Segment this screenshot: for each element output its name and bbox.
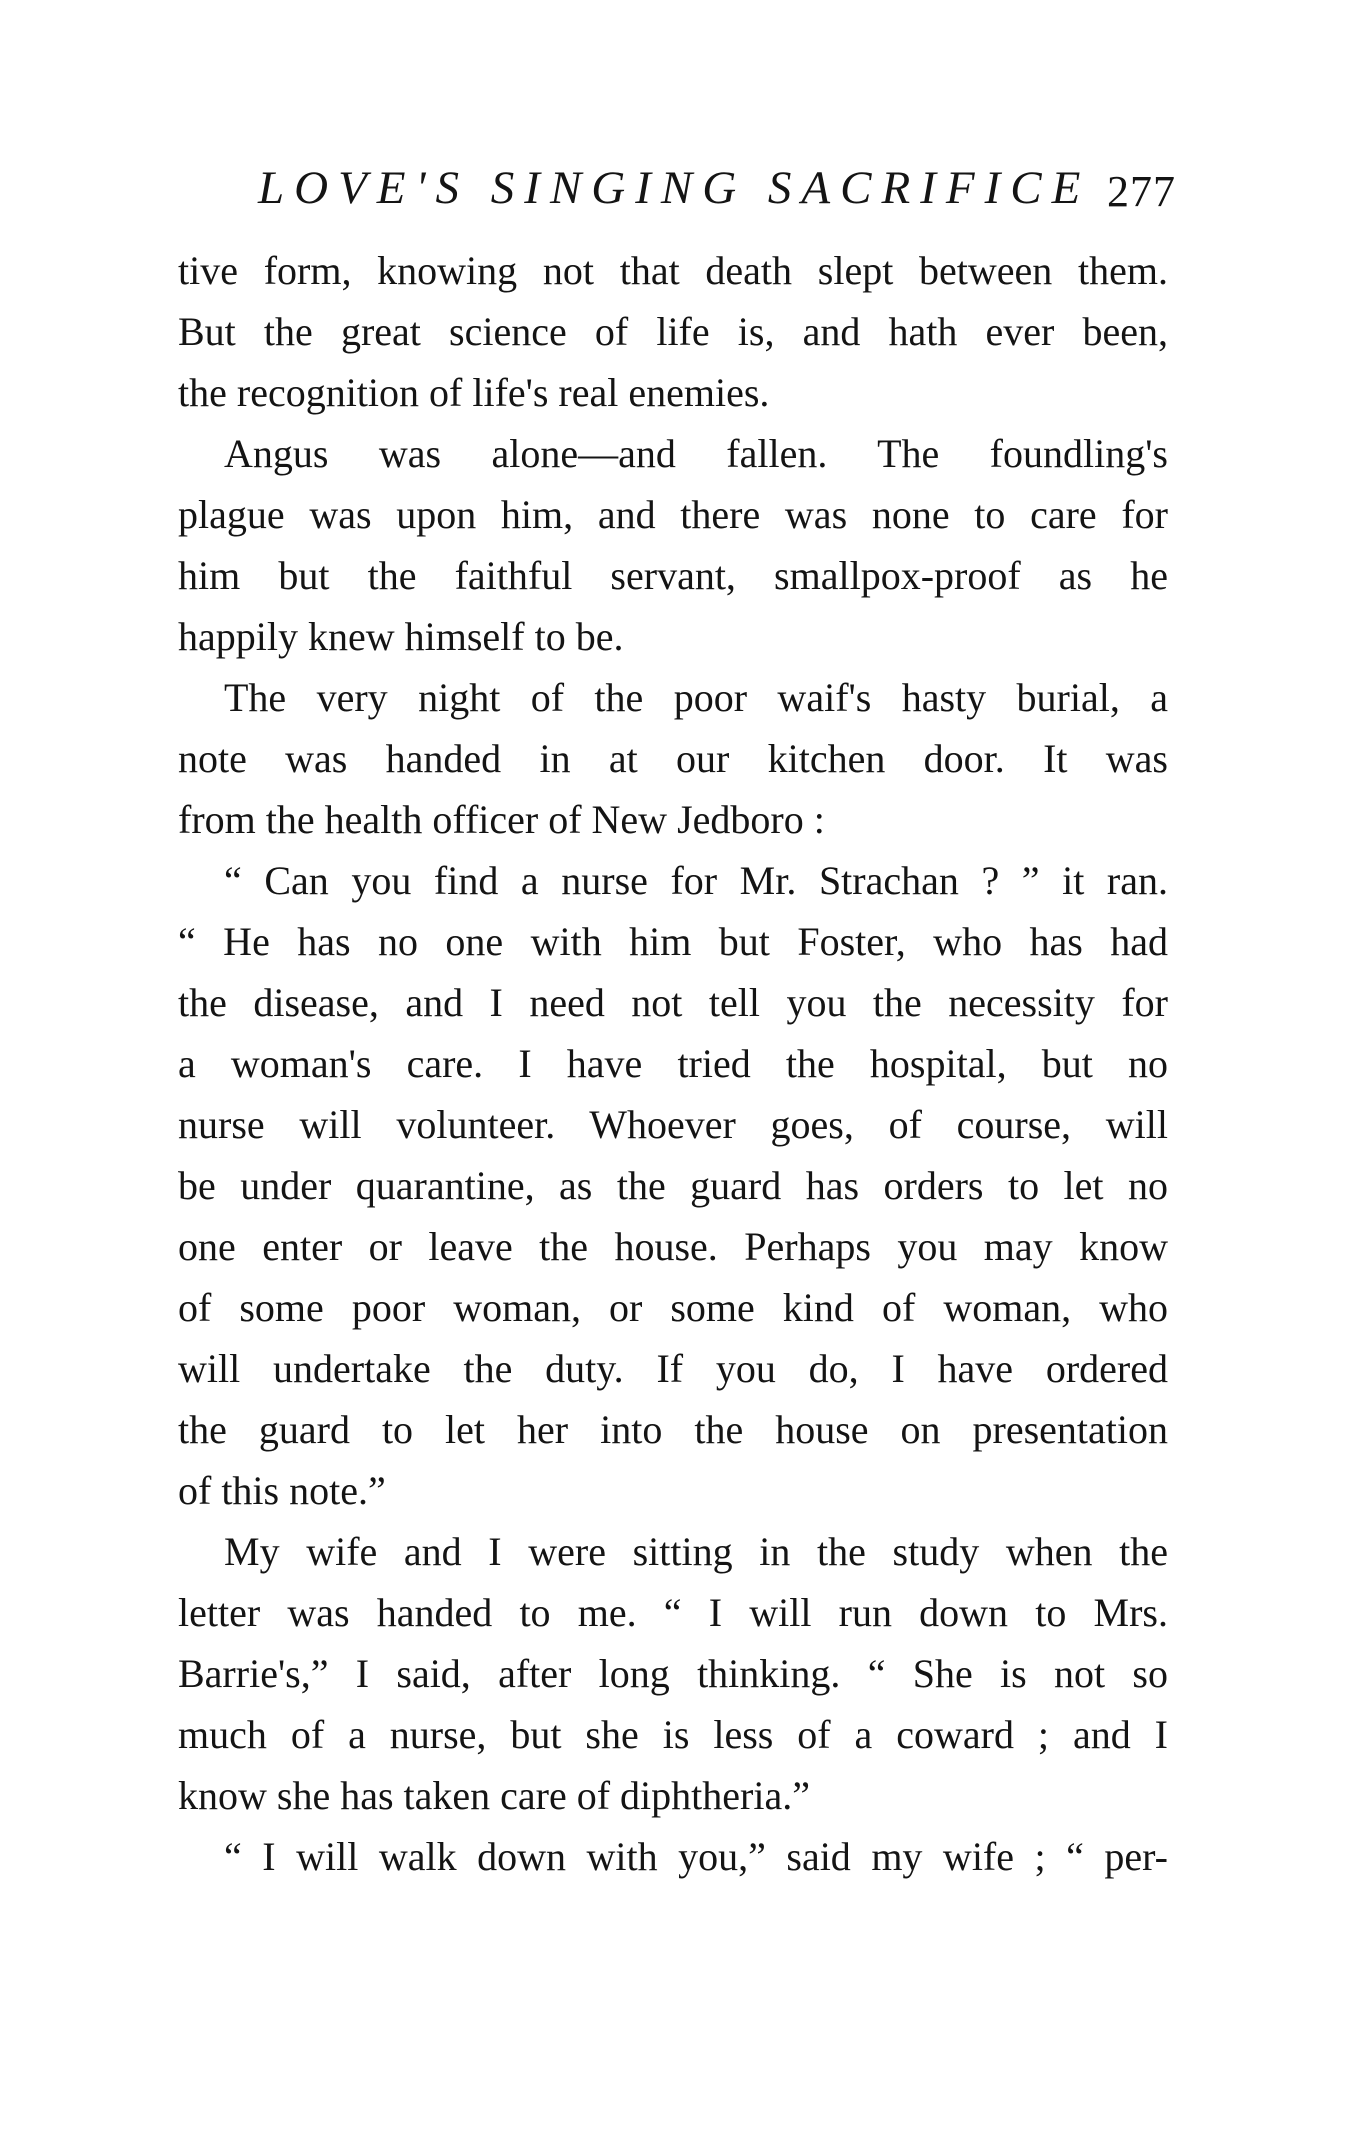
text-line: Barrie's,” I said, after long thinking. “ She is not so xyxy=(178,1651,1168,1696)
body-text xyxy=(178,240,1168,1887)
text-line: note was handed in at our kitchen door. It was xyxy=(178,736,1168,781)
text-line: “ Can you find a nurse for Mr. Strachan ? ” it ran. xyxy=(224,858,1168,903)
text-line: much of a nurse, but she is less of a coward ; and I xyxy=(178,1712,1168,1757)
text-line: be under quarantine, as the guard has orders to let no xyxy=(178,1163,1168,1208)
text-line: letter was handed to me. “ I will run down to Mrs. xyxy=(178,1590,1168,1635)
text-line: know she has taken care of diphtheria.” xyxy=(178,1773,810,1818)
text-line: “ He has no one with him but Foster, who has had xyxy=(178,919,1168,964)
running-title: LOVE'S SINGING SACRIFICE xyxy=(258,162,1091,214)
text-line: him but the faithful servant, smallpox-proof as he xyxy=(178,553,1168,598)
text-line: a woman's care. I have tried the hospital, but no xyxy=(178,1041,1168,1086)
text-line: of some poor woman, or some kind of woman, who xyxy=(178,1285,1168,1330)
text-line: “ I will walk down with you,” said my wife ; “ per- xyxy=(224,1834,1168,1879)
text-line: tive form, knowing not that death slept between them. xyxy=(178,248,1168,293)
text-line: plague was upon him, and there was none to care for xyxy=(178,492,1168,537)
text-line: the guard to let her into the house on presentation xyxy=(178,1407,1168,1452)
text-line: nurse will volunteer. Whoever goes, of course, will xyxy=(178,1102,1168,1147)
page-number: 277 xyxy=(1107,167,1176,216)
text-line: My wife and I were sitting in the study when the xyxy=(224,1529,1168,1574)
text-line: the recognition of life's real enemies. xyxy=(178,370,770,415)
running-head xyxy=(178,158,1176,218)
text-line: Angus was alone—and fallen. The foundling's xyxy=(224,431,1168,476)
text-line: the disease, and I need not tell you the necessity for xyxy=(178,980,1168,1025)
text-line: The very night of the poor waif's hasty burial, a xyxy=(224,675,1168,720)
text-line: one enter or leave the house. Perhaps you may know xyxy=(178,1224,1168,1269)
text-line: But the great science of life is, and hath ever been, xyxy=(178,309,1168,354)
text-line: of this note.” xyxy=(178,1468,386,1513)
text-line: happily knew himself to be. xyxy=(178,614,624,659)
text-line: will undertake the duty. If you do, I have ordered xyxy=(178,1346,1168,1391)
text-line: from the health officer of New Jedboro : xyxy=(178,797,825,842)
